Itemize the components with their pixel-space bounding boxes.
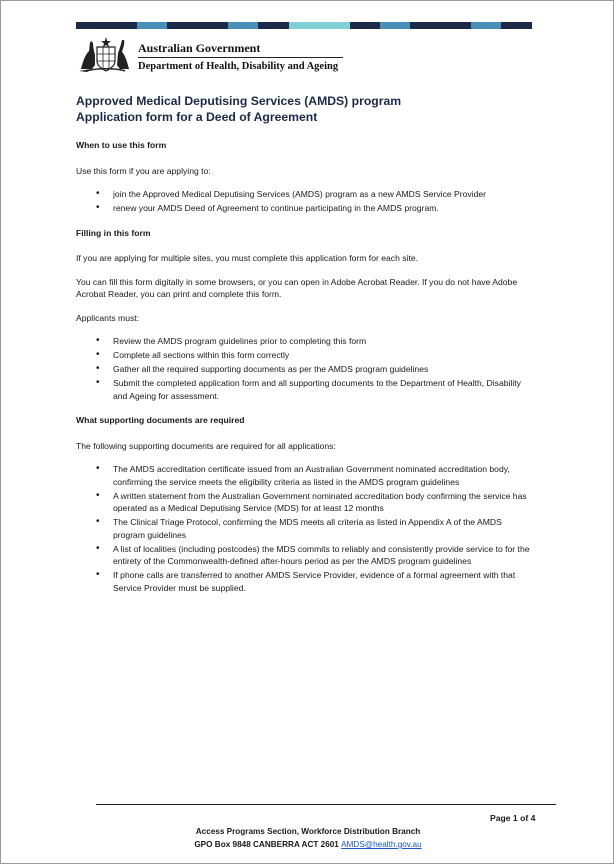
form-title-line2: Application form for a Deed of Agreement <box>76 110 318 124</box>
department-name: Department of Health, Disability and Ageing <box>138 61 339 72</box>
color-band-segment <box>350 22 380 29</box>
color-band-segment <box>501 22 531 29</box>
government-title: Australian Government <box>138 41 261 55</box>
color-band-segment <box>380 22 410 29</box>
list-item: • If phone calls are transferred to another AMDS Service Provider, evidence of a formal agreement with that Service Provider must be supplied. <box>113 569 536 594</box>
page-number: Page 1 of 4 <box>490 813 536 823</box>
color-band-segment <box>441 22 471 29</box>
paragraph: The following supporting documents are required for all applications: <box>76 440 336 451</box>
section-heading-filling: Filling in this form <box>76 227 151 238</box>
list-item: • A written statement from the Australian Government nominated accreditation body confirming the service has operated as a Medical Deputising Service (MDS) for at least 12 months <box>113 490 536 515</box>
list-item: • The AMDS accreditation certificate issued from an Australian Government nominated accreditation body, confirming the service meets the eligibility criteria as listed in the AMDS program guidelines <box>113 463 536 488</box>
list-item: • join the Approved Medical Deputising Services (AMDS) program as a new AMDS Service Provider <box>113 188 536 201</box>
color-band-segment <box>410 22 440 29</box>
coat-of-arms-icon <box>77 35 135 73</box>
color-band-segment <box>76 22 106 29</box>
color-band-segment <box>471 22 501 29</box>
footer-divider <box>96 804 556 805</box>
color-band <box>76 22 532 29</box>
paragraph: You can fill this form digitally in some browsers, or you can open in Adobe Acrobat Reader. If you do not have Adobe Acrobat Reader, you can print and complete this form. <box>76 276 518 299</box>
form-title-line1: Approved Medical Deputising Services (AMDS) program <box>76 94 402 108</box>
bullet-list-applicants <box>76 335 536 402</box>
color-band-segment <box>167 22 197 29</box>
section-heading-when: When to use this form <box>76 140 167 150</box>
color-band-segment <box>258 22 288 29</box>
form-body <box>76 139 536 606</box>
list-item: • A list of localities (including postcodes) the MDS commits to reliably and consistently provide service to for the entirety of the Commonwealth-defined after-hours period as per the AMDS program guidelines <box>113 543 536 568</box>
bullet-list-when <box>76 188 536 215</box>
footer-contact <box>1 840 614 849</box>
paragraph: Use this form if you are applying to: <box>76 165 211 176</box>
color-band-segment <box>198 22 228 29</box>
list-item: • Review the AMDS program guidelines prior to completing this form <box>113 335 536 348</box>
color-band-segment <box>106 22 136 29</box>
list-item: • Gather all the required supporting documents as per the AMDS program guidelines <box>113 363 536 376</box>
list-item: • renew your AMDS Deed of Agreement to continue participating in the AMDS program. <box>113 202 536 215</box>
list-item: • The Clinical Triage Protocol, confirming the MDS meets all criteria as listed in Appendix A of the AMDS program guidelines <box>113 516 536 541</box>
email-link[interactable]: AMDS@health.gov.au <box>341 840 422 849</box>
list-item: • Submit the completed application form and all supporting documents to the Department of Health, Disability and Ageing for assessment. <box>113 377 536 402</box>
footer-branch: Access Programs Section, Workforce Distribution Branch <box>195 827 421 836</box>
color-band-segment <box>289 22 319 29</box>
paragraph: If you are applying for multiple sites, you must complete this application form for each site. <box>76 253 419 263</box>
section-heading-docs: What supporting documents are required <box>76 415 245 425</box>
color-band-segment <box>137 22 167 29</box>
color-band-segment <box>228 22 258 29</box>
header-divider <box>138 57 343 58</box>
paragraph: Applicants must: <box>76 312 140 323</box>
list-item: • Complete all sections within this form correctly <box>113 349 536 362</box>
form-title <box>76 93 401 125</box>
color-band-segment <box>319 22 349 29</box>
bullet-list-docs <box>76 463 536 594</box>
footer-address: GPO Box 9848 CANBERRA ACT 2601 <box>194 840 339 849</box>
